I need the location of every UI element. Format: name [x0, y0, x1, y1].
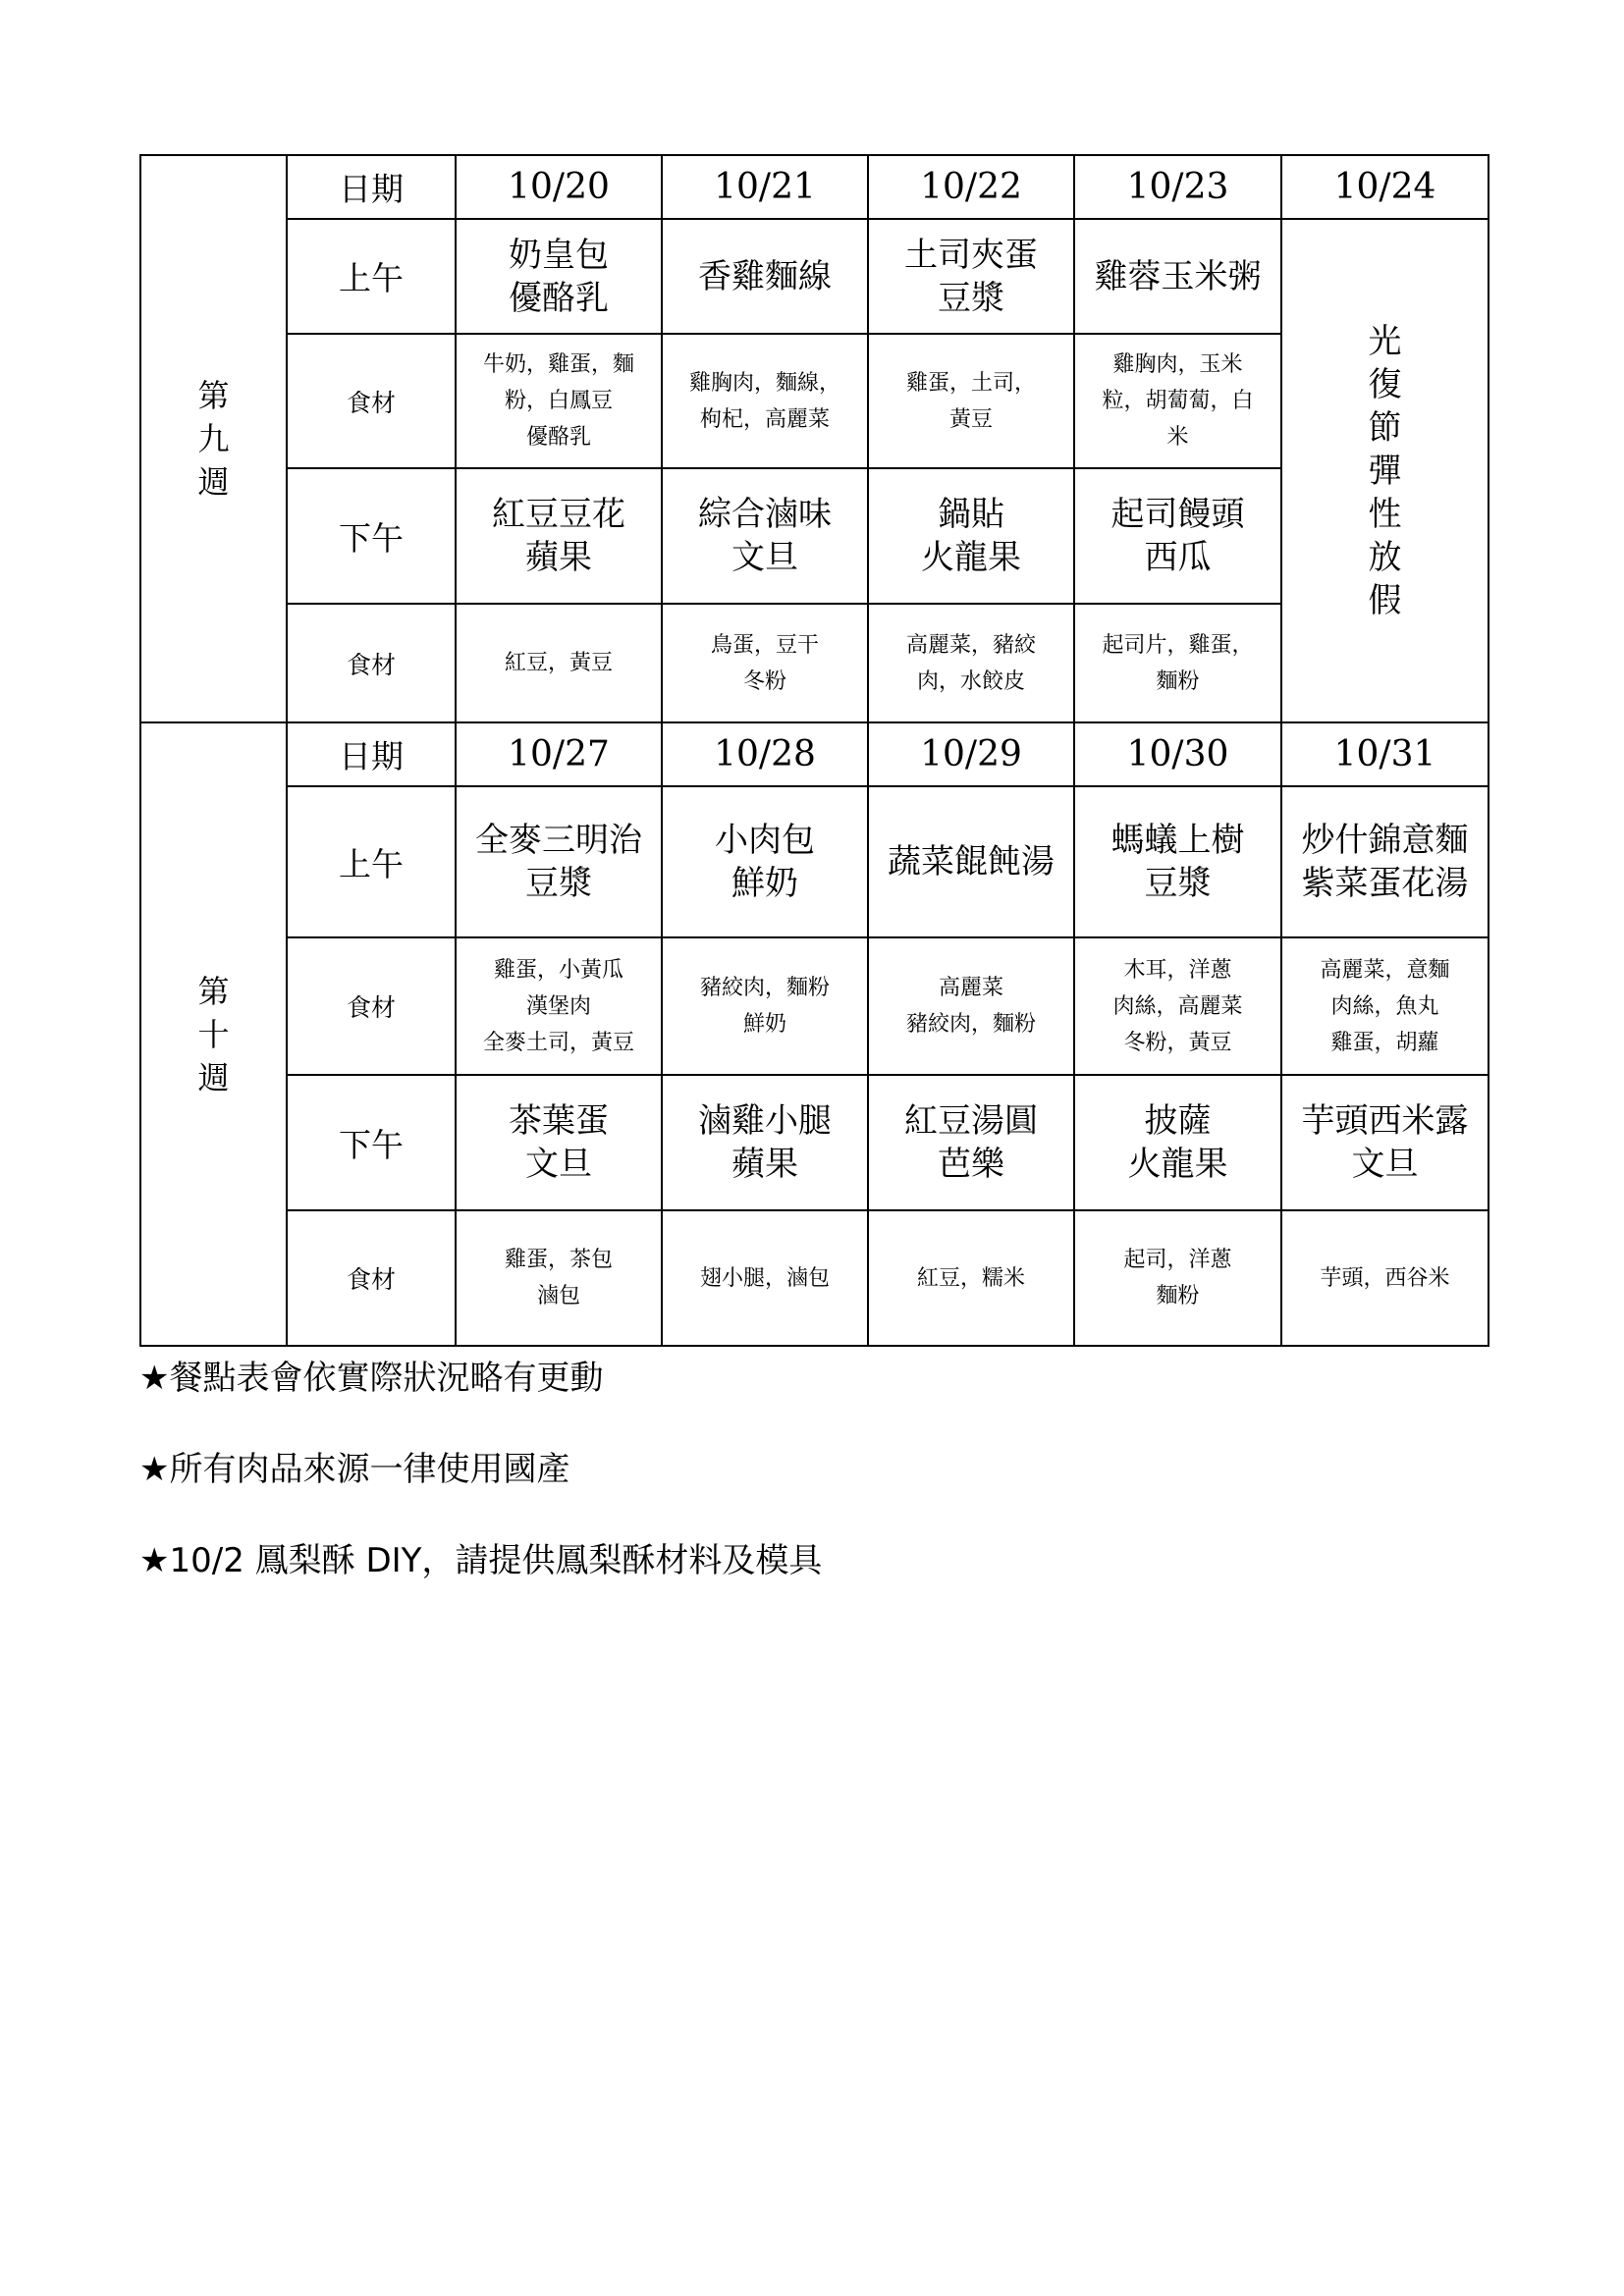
ingredients-cell: 芋頭，西谷米: [1281, 1210, 1489, 1346]
note-item: ★所有肉品來源一律使用國產: [139, 1450, 570, 1489]
date-cell: 10/20: [456, 155, 662, 219]
pm-label: 下午: [287, 1075, 456, 1210]
week10-pm-ingredients-row: [140, 1210, 1489, 1346]
date-label: 日期: [287, 155, 456, 219]
week9-date-row: [140, 155, 1489, 219]
am-meal-cell: 蔬菜餛飩湯: [868, 786, 1074, 937]
ingredients-cell: 豬絞肉，麵粉 鮮奶: [662, 937, 868, 1075]
ingredients-cell: 高麗菜，豬絞 肉，水餃皮: [868, 604, 1074, 722]
am-meal-cell: 全麥三明治 豆漿: [456, 786, 662, 937]
date-cell: 10/21: [662, 155, 868, 219]
ingredients-cell: 雞蛋，土司， 黃豆: [868, 334, 1074, 468]
am-label: 上午: [287, 219, 456, 334]
ingredients-cell: 翅小腿，滷包: [662, 1210, 868, 1346]
am-meal-cell: 雞蓉玉米粥: [1074, 219, 1281, 334]
pm-meal-cell: 紅豆豆花 蘋果: [456, 468, 662, 604]
week10-am-row: [140, 786, 1489, 937]
date-cell: 10/24: [1281, 155, 1489, 219]
ingredients-label: 食材: [287, 334, 456, 468]
date-cell: 10/31: [1281, 722, 1489, 786]
ingredients-cell: 雞蛋，茶包 滷包: [456, 1210, 662, 1346]
pm-meal-cell: 披薩 火龍果: [1074, 1075, 1281, 1210]
ingredients-cell: 鳥蛋，豆干 冬粉: [662, 604, 868, 722]
snack-menu-table: [139, 154, 1489, 1347]
pm-label: 下午: [287, 468, 456, 604]
pm-meal-cell: 綜合滷味 文旦: [662, 468, 868, 604]
pm-meal-cell: 紅豆湯圓 芭樂: [868, 1075, 1074, 1210]
ingredients-cell: 起司片，雞蛋， 麵粉: [1074, 604, 1281, 722]
date-cell: 10/22: [868, 155, 1074, 219]
week10-date-row: [140, 722, 1489, 786]
notes-section: [139, 1353, 822, 1627]
pm-meal-cell: 起司饅頭 西瓜: [1074, 468, 1281, 604]
pm-meal-cell: 滷雞小腿 蘋果: [662, 1075, 868, 1210]
ingredients-cell: 紅豆，黃豆: [456, 604, 662, 722]
note-item: ★10/2 鳳梨酥 DIY，請提供鳳梨酥材料及模具: [139, 1541, 823, 1580]
ingredients-cell: 雞胸肉，麵線， 枸杞，高麗菜: [662, 334, 868, 468]
ingredients-cell: 紅豆，糯米: [868, 1210, 1074, 1346]
ingredients-cell: 木耳，洋蔥 肉絲，高麗菜 冬粉，黃豆: [1074, 937, 1281, 1075]
date-cell: 10/23: [1074, 155, 1281, 219]
ingredients-label: 食材: [287, 937, 456, 1075]
am-meal-cell: 香雞麵線: [662, 219, 868, 334]
am-meal-cell: 炒什錦意麵 紫菜蛋花湯: [1281, 786, 1489, 937]
week10-label: 第十週: [140, 722, 287, 1346]
pm-meal-cell: 鍋貼 火龍果: [868, 468, 1074, 604]
ingredients-label: 食材: [287, 604, 456, 722]
am-meal-cell: 小肉包 鮮奶: [662, 786, 868, 937]
note-item: ★餐點表會依實際狀況略有更動: [139, 1359, 604, 1398]
pm-meal-cell: 芋頭西米露 文旦: [1281, 1075, 1489, 1210]
ingredients-cell: 高麗菜，意麵 肉絲，魚丸 雞蛋，胡蘿: [1281, 937, 1489, 1075]
date-label: 日期: [287, 722, 456, 786]
am-meal-cell: 螞蟻上樹 豆漿: [1074, 786, 1281, 937]
week10-pm-row: [140, 1075, 1489, 1210]
am-label: 上午: [287, 786, 456, 937]
ingredients-cell: 起司，洋蔥 麵粉: [1074, 1210, 1281, 1346]
pm-meal-cell: 茶葉蛋 文旦: [456, 1075, 662, 1210]
ingredients-cell: 雞蛋，小黃瓜 漢堡肉 全麥土司，黃豆: [456, 937, 662, 1075]
week9-label: 第九週: [140, 155, 287, 722]
holiday-cell: 光復節彈性放假: [1281, 219, 1489, 722]
week10-am-ingredients-row: [140, 937, 1489, 1075]
ingredients-cell: 雞胸肉，玉米 粒，胡蔔蔔，白 米: [1074, 334, 1281, 468]
am-meal-cell: 奶皇包 優酪乳: [456, 219, 662, 334]
date-cell: 10/28: [662, 722, 868, 786]
ingredients-cell: 牛奶，雞蛋，麵 粉，白鳳豆 優酪乳: [456, 334, 662, 468]
week9-am-row: [140, 219, 1489, 334]
ingredients-label: 食材: [287, 1210, 456, 1346]
date-cell: 10/29: [868, 722, 1074, 786]
date-cell: 10/30: [1074, 722, 1281, 786]
ingredients-cell: 高麗菜 豬絞肉，麵粉: [868, 937, 1074, 1075]
date-cell: 10/27: [456, 722, 662, 786]
am-meal-cell: 土司夾蛋 豆漿: [868, 219, 1074, 334]
